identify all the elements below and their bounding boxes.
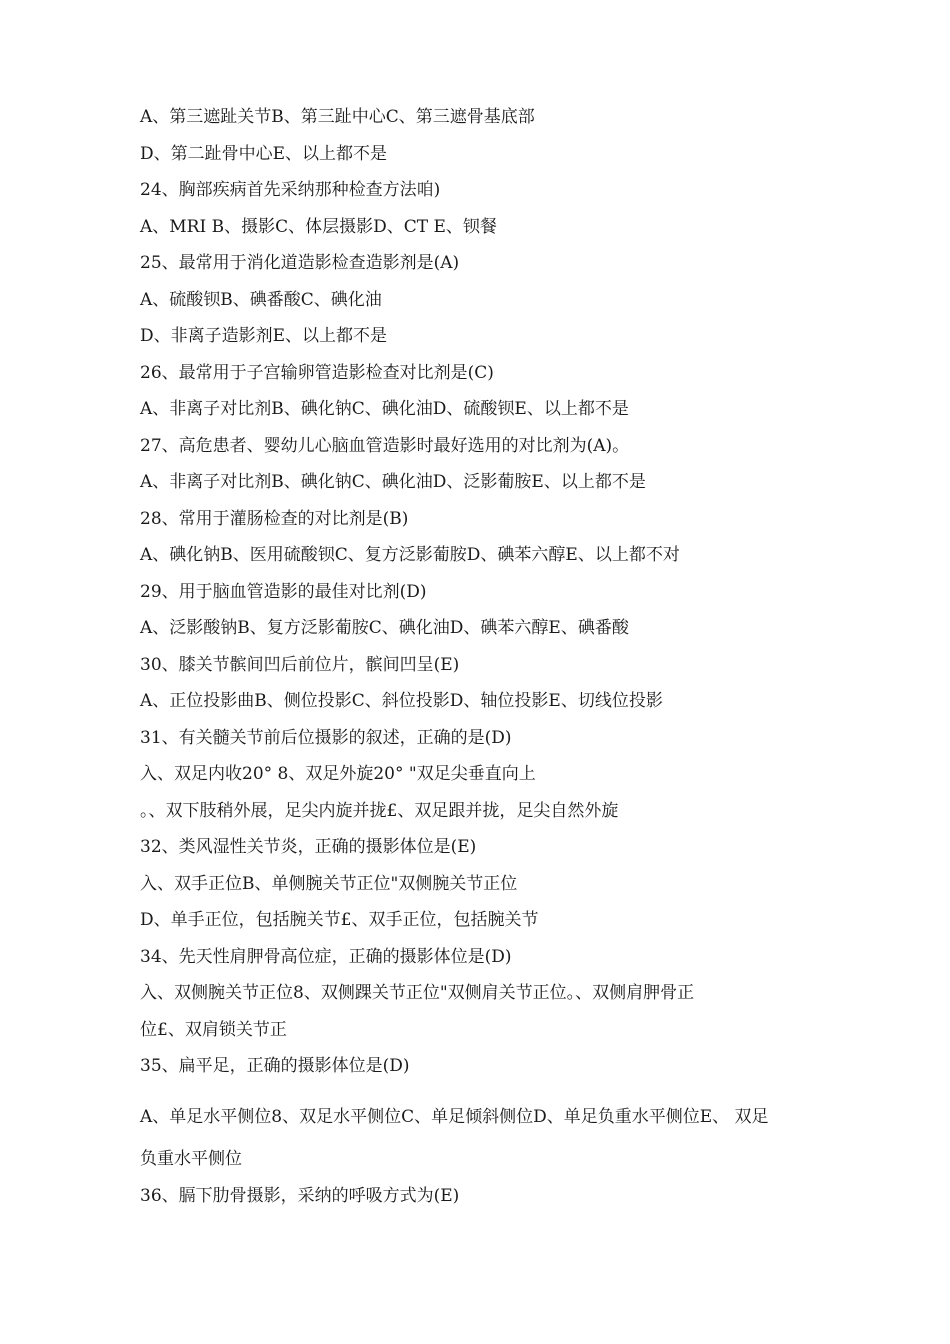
- question-line: 29、用于脑血管造影的最佳对比剂(D): [140, 582, 427, 602]
- options-line: 负重水平侧位: [140, 1149, 242, 1169]
- question-line: 24、胸部疾病首先采纳那种检查方法咱): [140, 180, 441, 200]
- question-line: 26、最常用于子宫输卵管造影检查对比剂是(C): [140, 363, 494, 383]
- options-line: A、非离子对比剂B、碘化钠C、碘化油D、硫酸钡E、以上都不是: [140, 399, 629, 419]
- options-line: D、非离子造影剂E、以上都不是: [140, 326, 388, 346]
- question-line: 25、最常用于消化道造影检查造影剂是(A): [140, 253, 460, 273]
- options-line: 。、双下肢稍外展，足尖内旋并拢£、双足跟并拢，足尖自然外旋: [140, 801, 619, 821]
- text-line: A、第三遮趾关节B、第三趾中心C、第三遮骨基底部: [140, 107, 535, 127]
- question-line: 31、有关髓关节前后位摄影的叙述，正确的是(D): [140, 728, 512, 748]
- question-line: 30、膝关节髌间凹后前位片，髌间凹呈(E): [140, 655, 460, 675]
- options-line: 入、双手正位B、单侧腕关节正位"双侧腕关节正位: [140, 874, 518, 894]
- question-line: 32、类风湿性关节炎，正确的摄影体位是(E): [140, 837, 477, 857]
- text-line: D、第二趾骨中心E、以上都不是: [140, 144, 388, 164]
- options-line: D、单手正位，包括腕关节£、双手正位，包括腕关节: [140, 910, 539, 930]
- options-line: A、硫酸钡B、碘番酸C、碘化油: [140, 290, 382, 310]
- options-line: A、单足水平侧位8、双足水平侧位C、单足倾斜侧位D、单足负重水平侧位E、 双足: [140, 1107, 769, 1127]
- options-line: A、泛影酸钠B、复方泛影葡胺C、碘化油D、碘苯六醇E、碘番酸: [140, 618, 629, 638]
- options-line: A、MRI B、摄影C、体层摄影D、CT E、钡餐: [140, 217, 497, 237]
- question-line: 36、膈下肋骨摄影，采纳的呼吸方式为(E): [140, 1186, 460, 1206]
- question-line: 34、先天性肩胛骨高位症，正确的摄影体位是(D): [140, 947, 512, 967]
- options-line: A、正位投影曲B、侧位投影C、斜位投影D、轴位投影E、切线位投影: [140, 691, 663, 711]
- question-line: 28、常用于灌肠检查的对比剂是(B): [140, 509, 409, 529]
- options-line: A、非离子对比剂B、碘化钠C、碘化油D、泛影葡胺E、以上都不是: [140, 472, 646, 492]
- options-line: 入、双侧腕关节正位8、双侧踝关节正位"双侧肩关节正位。、双侧肩胛骨正: [140, 983, 695, 1003]
- options-line: 位£、双肩锁关节正: [140, 1020, 287, 1040]
- options-line: A、碘化钠B、医用硫酸钡C、复方泛影葡胺D、碘苯六醇E、以上都不对: [140, 545, 680, 565]
- question-line: 35、扁平足，正确的摄影体位是(D): [140, 1056, 410, 1076]
- question-line: 27、高危患者、婴幼儿心脑血管造影时最好选用的对比剂为(A)。: [140, 436, 630, 456]
- options-line: 入、双足内收20° 8、双足外旋20° "双足尖垂直向上: [140, 764, 536, 784]
